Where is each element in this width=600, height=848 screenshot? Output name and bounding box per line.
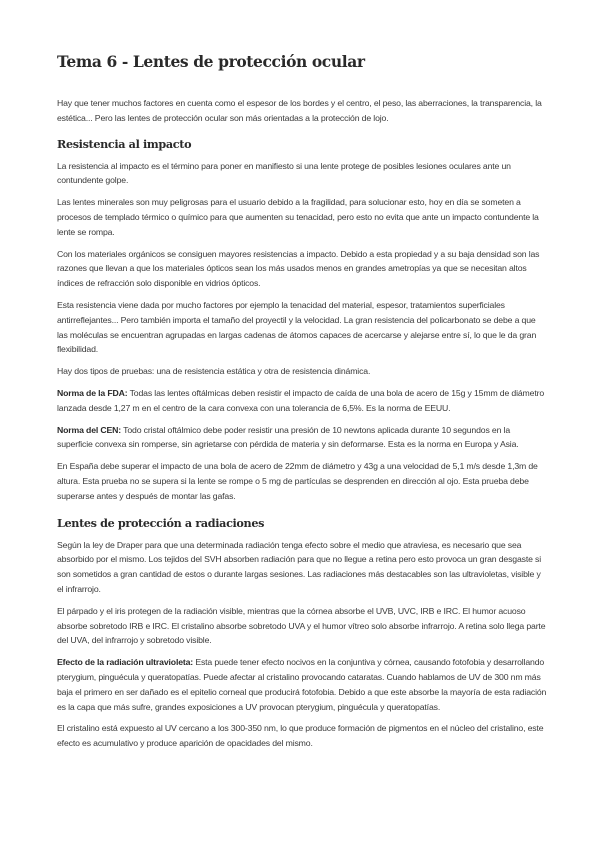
intro-paragraph: Hay que tener muchos factores en cuenta como el espesor de los bordes y el centro, el peso, las aberraciones, la transparencia, la estética... Pero las lentes de protección ocular son más orientadas a la protección de lojo.	[57, 98, 542, 123]
fda-paragraph	[57, 386, 547, 416]
fda-text: Todas las lentes oftálmicas deben resistir el impacto de caída de una bola de acero de 15g y 15mm de diámetro lanzada desde 1,27 m en el centro de la cara convexa con una tolerancia de 6,5%. Es la norma de EEUU.	[57, 387, 545, 413]
document-body	[57, 96, 547, 758]
uv-label: Efecto de la radiación ultravioleta:	[57, 657, 194, 668]
fda-label: Norma de la FDA:	[57, 387, 128, 398]
paragraph: Las lentes minerales son muy peligrosas para el usuario debido a la fragilidad, para solucionar esto, hoy en día se someten a procesos de templado térmico o químico para que aumenten su tenacidad, pero esto no evita que ante un impacto contundente la lente se rompa.	[57, 197, 539, 237]
paragraph: Con los materiales orgánicos se consiguen mayores resistencias a impacto. Debido a esta propiedad y a su baja densidad son las razones que llevan a que los materiales ópticos sean los más usados menos en grandes ametropías ya que se necesitan altos índices de refracción solo disponible en vidrios ópticos.	[57, 248, 540, 289]
paragraph: Hay dos tipos de pruebas: una de resistencia estática y otra de resistencia dinámica.	[57, 366, 371, 377]
cen-label: Norma del CEN:	[57, 424, 122, 435]
cen-paragraph	[57, 423, 547, 453]
cen-text: Todo cristal oftálmico debe poder resistir una presión de 10 newtons aplicada durante 10 segundos en la superficie convexa sin romperse, sin agrietarse con pérdida de materia y sin deformarse. Esta es la norma en Europa y Asia.	[57, 424, 519, 450]
paragraph: La resistencia al impacto es el término para poner en manifiesto si una lente protege de posibles lesiones oculares ante un contundente golpe.	[57, 160, 511, 186]
paragraph: Esta resistencia viene dada por mucho factores por ejemplo la tenacidad del material, espesor, tratamientos superficiales antirreflejantes... Pero también importa el tamaño del proyectil y la velocidad. La gran resistencia del policarbonato se debe a que las moléculas se encuentran agrupadas en largas cadenas de átomos capaces de acercarse y alejarse entre sí, lo que le da gran flexibilidad.	[57, 299, 537, 355]
paragraph: En España debe superar el impacto de una bola de acero de 22mm de diámetro y 43g a una velocidad de 5,1 m/s desde 1,3m de altura. Esta prueba no se supera si la lente se rompe o 5 mg de partículas se desprenden en dirección al ojo. Esta prueba debe superarse antes y después de montar las gafas.	[57, 461, 538, 501]
uv-text: Esta puede tener efecto nocivos en la conjuntiva y córnea, causando fotofobia y desarrollando pterygium, pinguécula y queratopatías. Puede afectar al cristalino provocando cataratas. Cuando hablamos de UV de 300 nm más baja el primero en ser dañado es el epitelio corneal que producirá fotofobia. Debido a que este absorbe la mayoría de esta radiación es la capa que más sufre, grandes exposiciones a UV provocan pterygium, pinguécula y queratopatías.	[57, 657, 547, 712]
page-title: Tema 6 - Lentes de protección ocular	[57, 52, 365, 71]
paragraph: El párpado y el iris protegen de la radiación visible, mientras que la córnea absorbe el UVB, UVC, IRB e IRC. El humor acuoso absorbe sobretodo IRB e IRC. El cristalino absorbe sobretodo UVA y el humor vítreo solo absorbe infrarrojo. A retina solo llega parte del UVA, del infrarrojo y sobretodo visible.	[57, 605, 546, 646]
section-heading-impact: Resistencia al impacto	[57, 136, 192, 151]
section-heading-radiation: Lentes de protección a radiaciones	[57, 515, 265, 530]
paragraph: El cristalino está expuesto al UV cercano a los 300-350 nm, lo que produce formación de pigmentos en el núcleo del cristalino, este efecto es acumulativo y produce aparición de opacidades del mismo.	[57, 723, 544, 749]
uv-paragraph	[57, 655, 547, 714]
paragraph: Según la ley de Draper para que una determinada radiación tenga efecto sobre el medio que atraviesa, es necesario que sea absorbido por el mismo. Los tejidos del SVH absorben radiación para que no llegue a retina pero esto provoca un gran desgaste si son sometidos a gran cantidad de estos o durante largas sesiones. Las radiaciones más destacables son las ultravioletas, visible y el infrarrojo.	[57, 539, 542, 594]
